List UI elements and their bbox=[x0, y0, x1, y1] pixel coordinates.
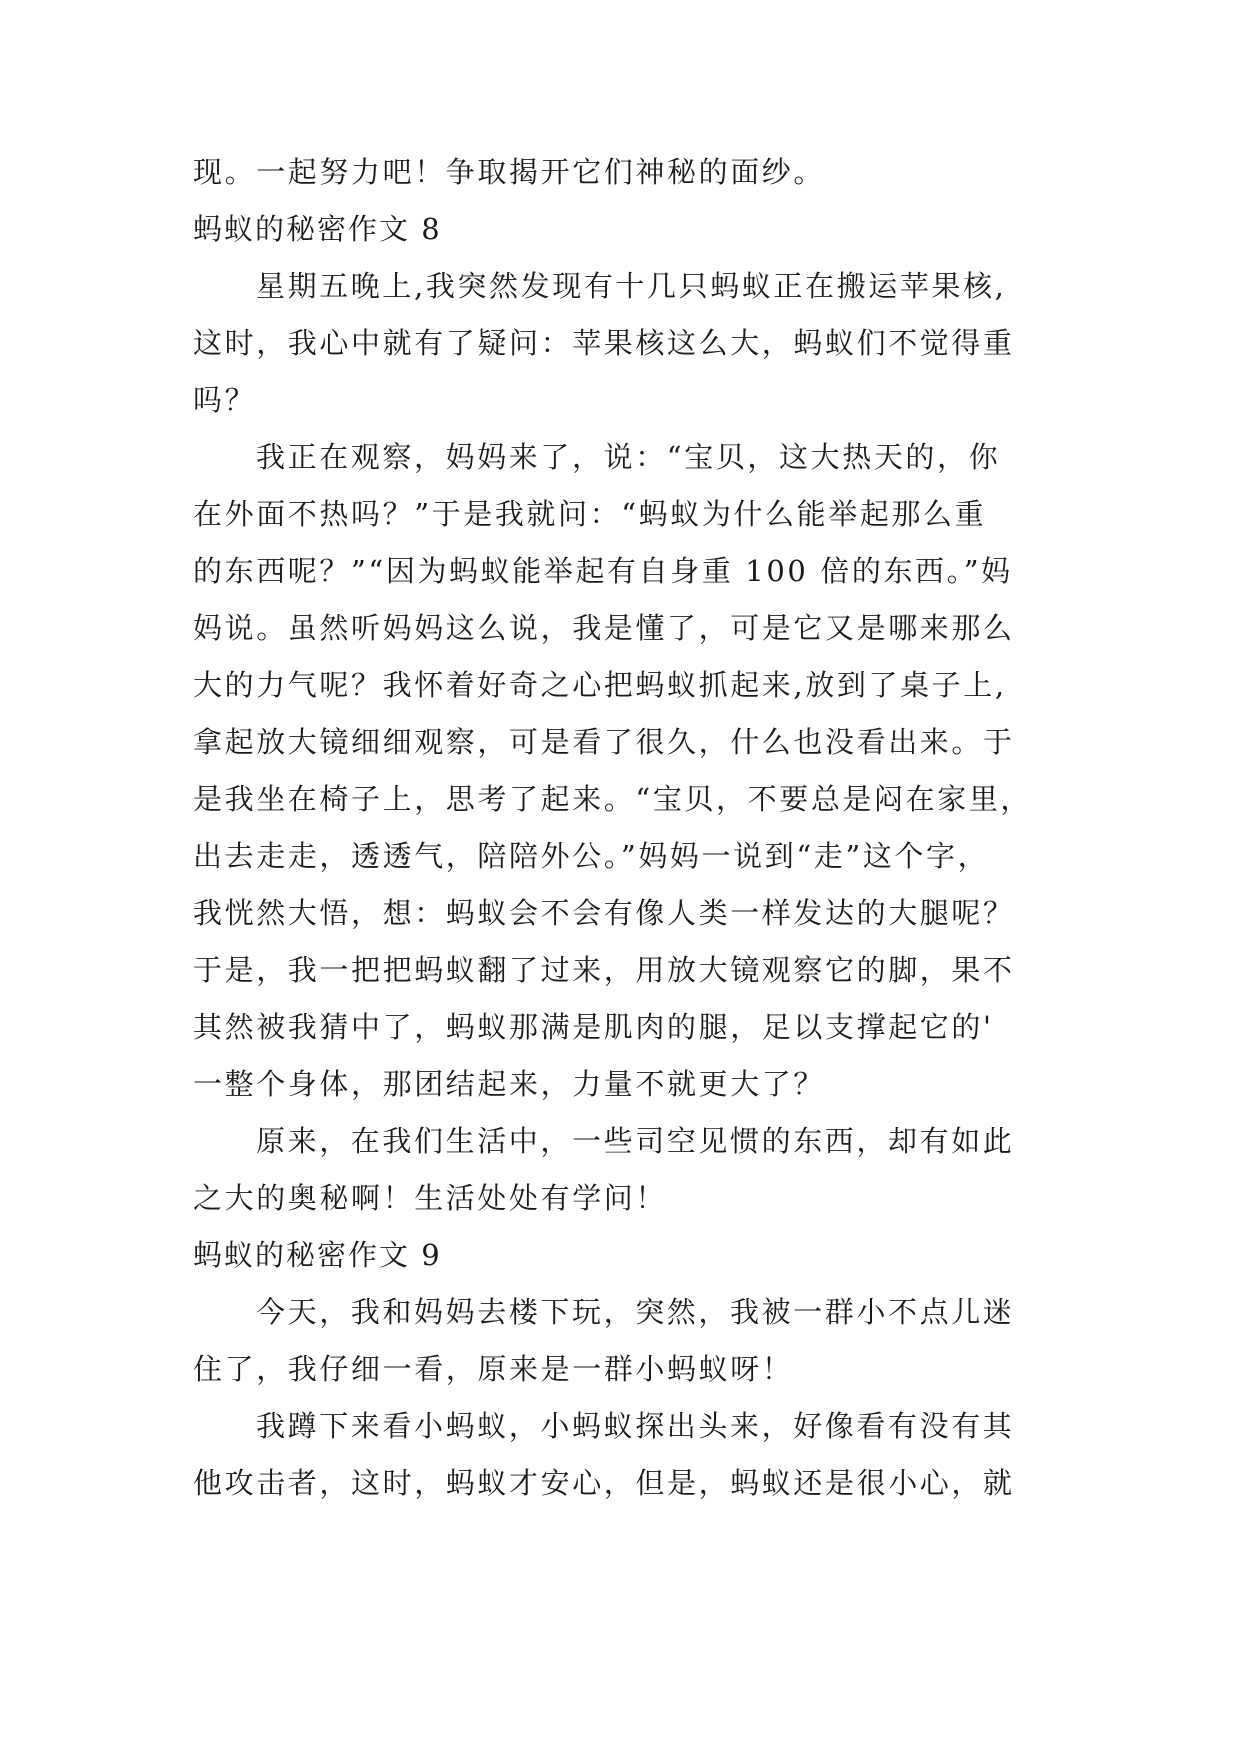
text-line: 出去走走，透透气，陪陪外公。”妈妈一说到“走”这个字， bbox=[193, 839, 990, 873]
text-line: 星期五晚上,我突然发现有十几只蚂蚁正在搬运苹果核, bbox=[256, 269, 1007, 303]
section-heading: 蚂蚁的秘密作文 9 bbox=[193, 1238, 442, 1272]
text-line: 住了，我仔细一看，原来是一群小蚂蚁呀！ bbox=[193, 1352, 794, 1386]
text-line: 其然被我猜中了，蚂蚁那满是肌肉的腿，足以支撑起它的' bbox=[193, 1010, 994, 1044]
text-line: 之大的奥秘啊！生活处处有学问！ bbox=[193, 1181, 668, 1215]
text-line: 妈说。虽然听妈妈这么说，我是懂了，可是它又是哪来那么 bbox=[193, 611, 1015, 645]
text-line: 大的力气呢？我怀着好奇之心把蚂蚁抓起来,放到了桌子上, bbox=[193, 668, 1007, 702]
text-line: 我恍然大悟，想：蚂蚁会不会有像人类一样发达的大腿呢？ bbox=[193, 896, 1015, 930]
text-line: 他攻击者，这时，蚂蚁才安心，但是，蚂蚁还是很小心，就 bbox=[193, 1466, 1015, 1500]
text-line: 原来，在我们生活中，一些司空见惯的东西，却有如此 bbox=[256, 1124, 1015, 1158]
text-line: 吗？ bbox=[193, 383, 257, 417]
text-line: 今天，我和妈妈去楼下玩，突然，我被一群小不点儿迷 bbox=[256, 1295, 1015, 1329]
text-line: 我蹲下来看小蚂蚁，小蚂蚁探出头来，好像看有没有其 bbox=[256, 1409, 1015, 1443]
text-line: 在外面不热吗？”于是我就问：“蚂蚁为什么能举起那么重 bbox=[193, 497, 987, 531]
text-line: 拿起放大镜细细观察，可是看了很久，什么也没看出来。于 bbox=[193, 725, 1015, 759]
text-line: 于是，我一把把蚂蚁翻了过来，用放大镜观察它的脚，果不 bbox=[193, 953, 1015, 987]
text-line: 是我坐在椅子上，思考了起来。“宝贝，不要总是闷在家里， bbox=[193, 782, 1033, 816]
text-line: 的东西呢？”“因为蚂蚁能举起有自身重 100 倍的东西。”妈 bbox=[193, 554, 1013, 588]
text-line: 我正在观察，妈妈来了，说：“宝贝，这大热天的，你 bbox=[256, 440, 1001, 474]
text-line: 这时，我心中就有了疑问：苹果核这么大，蚂蚁们不觉得重 bbox=[193, 326, 1015, 360]
text-line: 现。一起努力吧！争取揭开它们神秘的面纱。 bbox=[193, 155, 826, 189]
section-heading: 蚂蚁的秘密作文 8 bbox=[193, 212, 442, 246]
text-line: 一整个身体，那团结起来，力量不就更大了？ bbox=[193, 1067, 826, 1101]
